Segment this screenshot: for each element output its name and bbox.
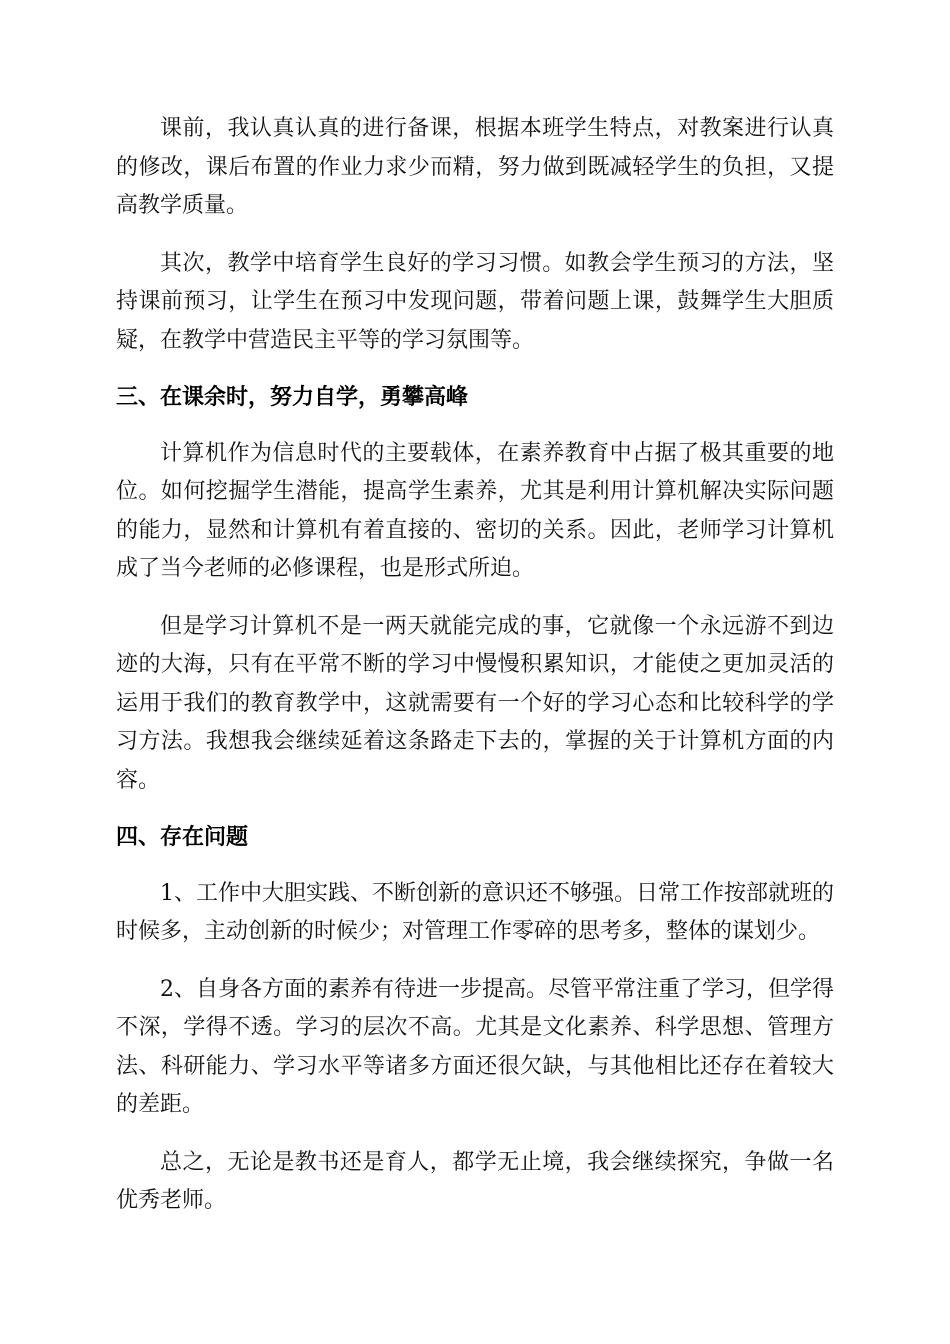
section-heading-self-study: 三、在课余时，努力自学，勇攀高峰 — [116, 385, 469, 410]
paragraph-conclusion: 总之，无论是教书还是育人，都学无止境，我会继续探究，争做一名优秀老师。 — [116, 1149, 834, 1213]
paragraph-problem-1: 1、工作中大胆实践、不断创新的意识还不够强。日常工作按部就班的时候多，主动创新的时候少；对管理工作零碎的思考多，整体的谋划少。 — [116, 880, 834, 944]
paragraph-computer-learning: 但是学习计算机不是一两天就能完成的事，它就像一个永远游不到边迹的大海，只有在平常不断的学习中慢慢积累知识，才能使之更加灵活的运用于我们的教育教学中，这就需要有一个好的学习心态和比较科学的学习方法。我想我会继续延着这条路走下去的，掌握的关于计算机方面的内容。 — [116, 613, 834, 793]
section-heading-problems: 四、存在问题 — [116, 825, 249, 850]
document-body — [116, 110, 834, 1240]
paragraph-computer-importance: 计算机作为信息时代的主要载体，在素养教育中占据了极其重要的地位。如何挖掘学生潜能，提高学生素养，尤其是利用计算机解决实际问题的能力，显然和计算机有着直接的、密切的关系。因此，老师学习计算机成了当今老师的必修课程，也是形式所迫。 — [116, 440, 834, 581]
paragraph-lesson-preparation: 课前，我认真认真的进行备课，根据本班学生特点，对教案进行认真的修改，课后布置的作业力求少而精，努力做到既减轻学生的负担，又提高教学质量。 — [116, 116, 834, 218]
paragraph-problem-2: 2、自身各方面的素养有待进一步提高。尽管平常注重了学习，但学得不深，学得不透。学习的层次不高。尤其是文化素养、科学思想、管理方法、科研能力、学习水平等诸多方面还很欠缺，与其他相比还存在着较大的差距。 — [116, 976, 834, 1117]
paragraph-study-habits: 其次，教学中培育学生良好的学习习惯。如教会学生预习的方法，坚持课前预习，让学生在预习中发现问题，带着问题上课，鼓舞学生大胆质疑，在教学中营造民主平等的学习氛围等。 — [116, 250, 834, 353]
